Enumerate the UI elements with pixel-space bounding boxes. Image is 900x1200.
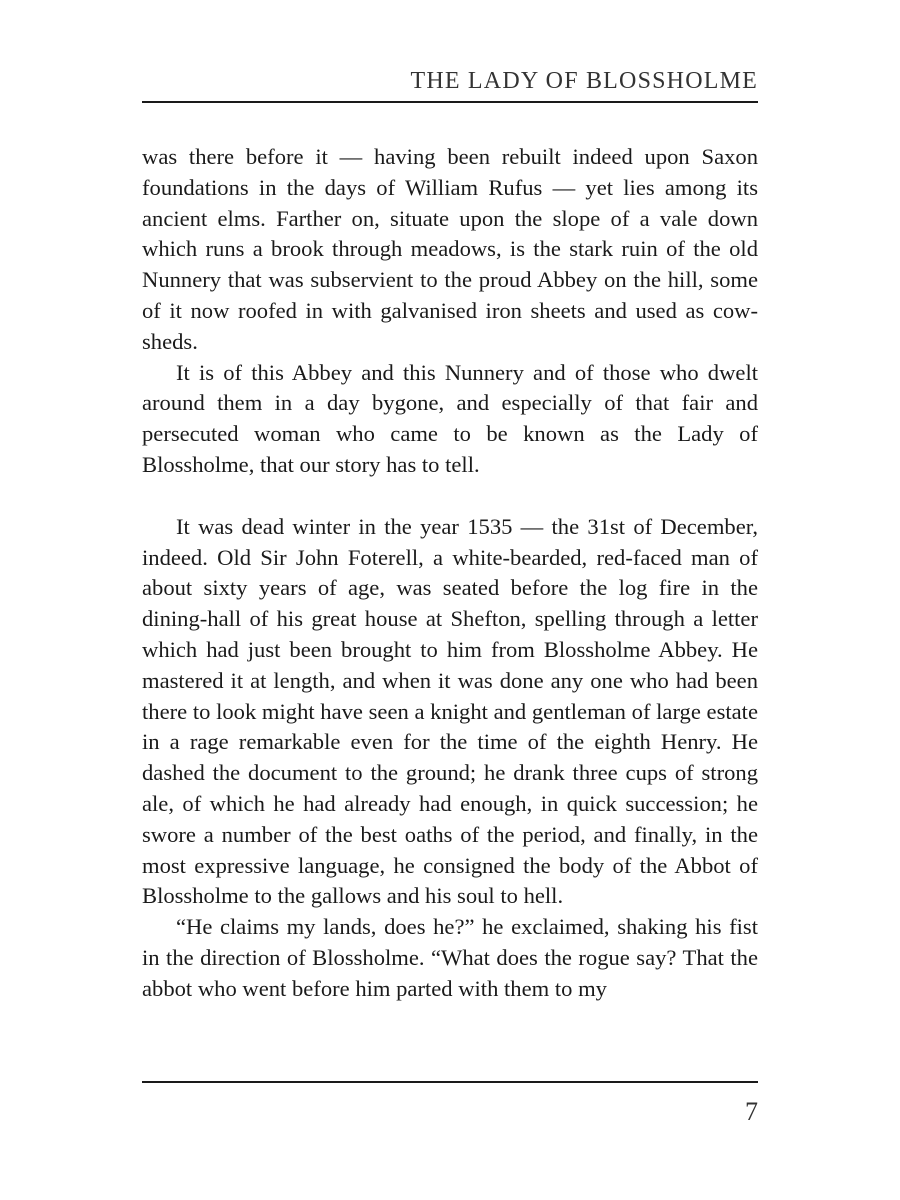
section-break — [142, 481, 758, 512]
header-rule — [142, 101, 758, 103]
footer-rule — [142, 1081, 758, 1083]
paragraph: It is of this Abbey and this Nunnery and of those who dwelt around them in a day bygone, and especially of that fair and persecuted woman who came to be known as the Lady of Blossholme, that our story has to tell. — [142, 359, 758, 477]
running-head: THE LADY OF BLOSSHOLME — [410, 68, 758, 94]
body-text — [142, 142, 758, 1005]
paragraph: It was dead winter in the year 1535 — the 31st of December, indeed. Old Sir John Foterell, a white-bearded, red-faced man of about sixty years of age, was seated before the log fire in the dining-hall of his great house at Shefton, spelling through a letter which had just been brought to him from Blossholme Abbey. He mastered it at length, and when it was done any one who had been there to look might have seen a knight and gentleman of large estate in a rage remarkable even for the time of the eighth Henry. He dashed the document to the ground; he drank three cups of strong ale, of which he had already had enough, in quick succession; he swore a number of the best oaths of the period, and finally, in the most expressive language, he consigned the body of the Abbot of Blossholme to the gallows and his soul to hell. — [142, 513, 758, 909]
paragraph: “He claims my lands, does he?” he exclaimed, shaking his fist in the direction of Blossholme. “What does the rogue say? That the abbot who went before him parted with them to my — [142, 914, 758, 1001]
page-number: 7 — [745, 1097, 758, 1126]
paragraph-continued: was there before it — having been rebuilt indeed upon Saxon foundations in the days of William Rufus — yet lies among its ancient elms. Farther on, situate upon the slope of a vale down which runs a brook through meadows, is the stark ruin of the old Nunnery that was subservient to the proud Abbey on the hill, some of it now roofed in with galvanised iron sheets and used as cow-sheds. — [142, 144, 758, 354]
